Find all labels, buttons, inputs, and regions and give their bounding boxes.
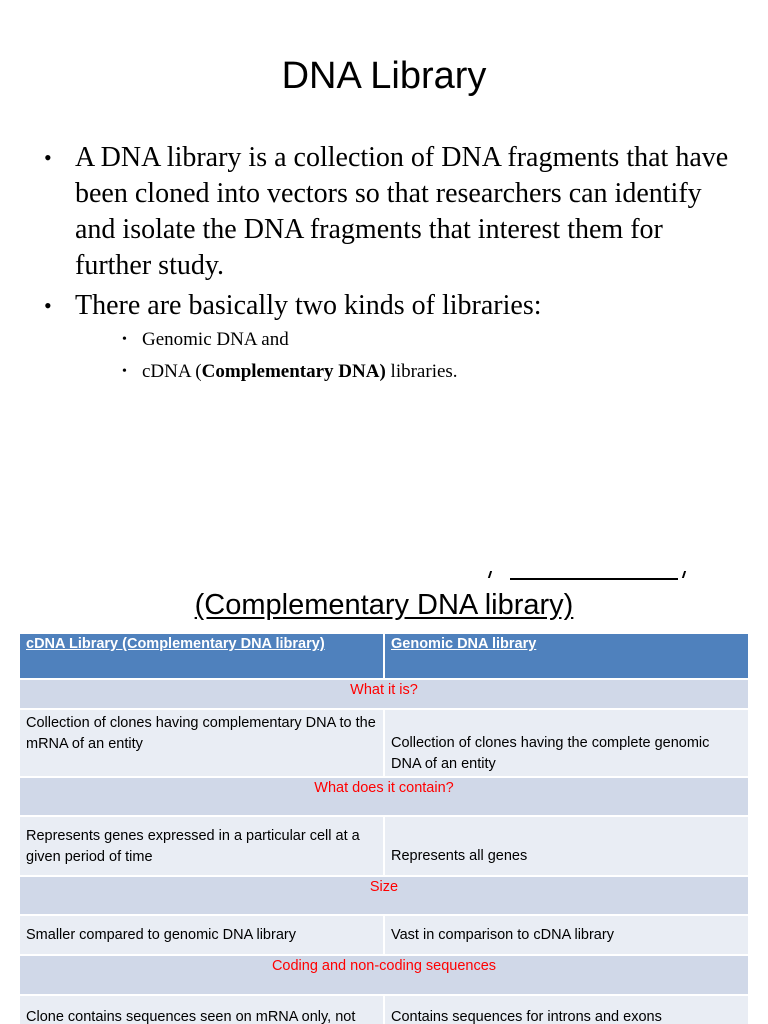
sub-bullet-text-bold: Complementary DNA) <box>201 361 386 382</box>
table-row <box>20 915 749 955</box>
section-row <box>20 955 749 995</box>
sub-bullet-text: Genomic DNA and <box>142 329 289 350</box>
bullet-text: There are basically two kinds of libraries: <box>75 290 542 321</box>
section-title: Coding and non-coding sequences <box>20 955 749 995</box>
sub-bullet-item <box>44 356 734 388</box>
table-row <box>20 709 749 777</box>
cut-off-heading-mark <box>682 571 686 578</box>
sub-bullet-text-prefix: cDNA ( <box>142 361 202 382</box>
table-header-row <box>20 634 749 679</box>
table-row <box>20 995 749 1024</box>
section-row <box>20 679 749 709</box>
bullet-item <box>44 288 734 324</box>
cdna-cell: Collection of clones having complementary DNA to the mRNA of an entity <box>20 709 384 777</box>
column-header-genomic: Genomic DNA library <box>384 634 749 679</box>
table-row <box>20 816 749 876</box>
bullet-list <box>44 140 734 388</box>
cut-off-heading-mark <box>488 571 492 578</box>
column-header-cdna: cDNA Library (Complementary DNA library) <box>20 634 384 679</box>
cdna-cell: Clone contains sequences seen on mRNA only, not <box>20 995 384 1024</box>
bullet-item <box>44 140 734 284</box>
genomic-cell: Represents all genes <box>384 816 749 876</box>
comparison-table <box>20 634 750 1024</box>
section-title: What it is? <box>20 679 749 709</box>
bullet-dot-icon: • <box>44 293 52 318</box>
table-heading <box>0 586 768 624</box>
section-title: Size <box>20 876 749 915</box>
cut-off-heading-underline <box>510 578 678 580</box>
bullet-dot-icon: • <box>44 145 52 170</box>
bullet-dot-icon: • <box>122 332 127 347</box>
genomic-cell: Vast in comparison to cDNA library <box>384 915 749 955</box>
section-row <box>20 876 749 915</box>
sub-bullet-text-suffix: libraries. <box>385 361 458 382</box>
slide-title: DNA Library <box>281 55 487 97</box>
sub-bullet-item <box>44 324 734 356</box>
genomic-cell: Collection of clones having the complete genomic DNA of an entity <box>384 709 749 777</box>
table-heading-text: (Complementary DNA library) <box>194 589 574 621</box>
cdna-cell: Smaller compared to genomic DNA library <box>20 915 384 955</box>
section-row <box>20 777 749 816</box>
cdna-cell: Represents genes expressed in a particular cell at a given period of time <box>20 816 384 876</box>
genomic-cell: Contains sequences for introns and exons <box>384 995 749 1024</box>
bullet-text: A DNA library is a collection of DNA fragments that have been cloned into vectors so that researchers can identify and isolate the DNA fragments that interest them for further study. <box>75 142 729 281</box>
section-title: What does it contain? <box>20 777 749 816</box>
bullet-dot-icon: • <box>122 364 127 379</box>
